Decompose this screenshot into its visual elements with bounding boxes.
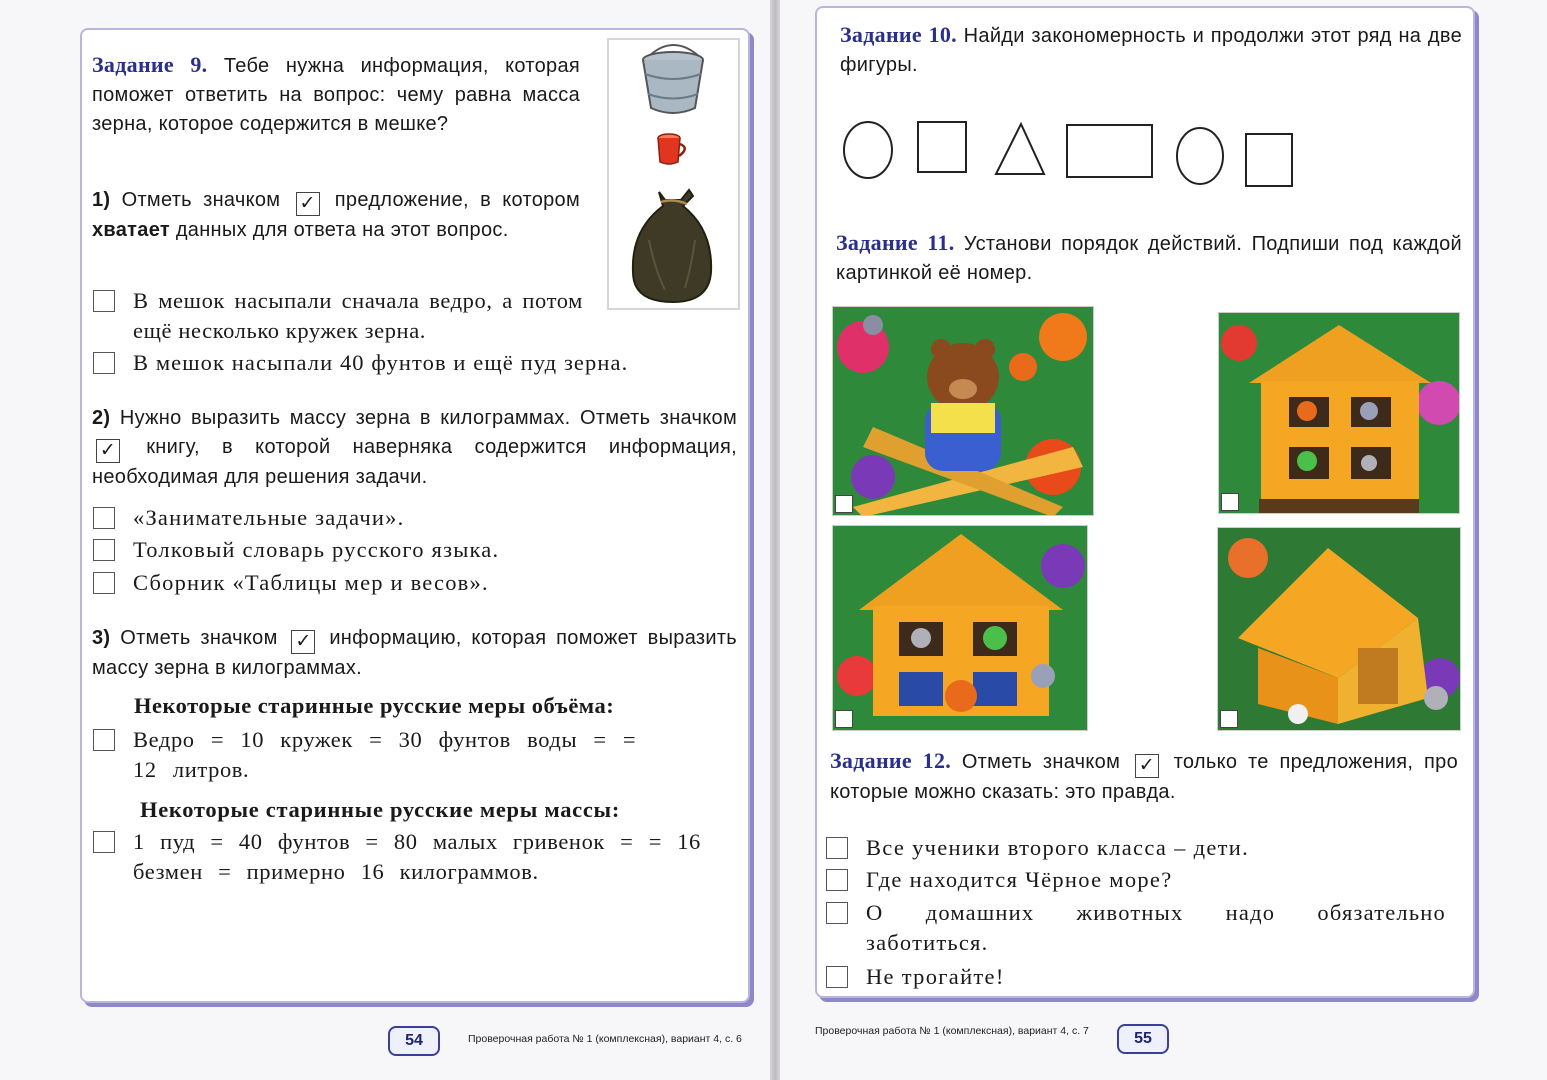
picture-number-box[interactable] xyxy=(1221,493,1239,511)
picture-number-box[interactable] xyxy=(1220,710,1238,728)
task12-option-2[interactable] xyxy=(826,865,1456,895)
rectangle-shape xyxy=(1067,125,1152,177)
task11-instruction: Установи порядок действий. Подпиши под каждой картинкой её номер. xyxy=(836,233,1462,284)
checkbox-icon[interactable] xyxy=(93,290,115,312)
square-shape-1 xyxy=(918,122,966,172)
part1-number: 1) xyxy=(92,189,111,211)
task9-part1-instruction xyxy=(92,186,580,245)
volume-measures-title: Некоторые старинные русские меры объёма: xyxy=(134,693,615,718)
task12-text-b: только те предложения, про которые можно сказать: это правда. xyxy=(830,751,1458,803)
task12-text xyxy=(830,746,1458,807)
page-number-left: 54 xyxy=(388,1026,440,1056)
checkbox-icon[interactable] xyxy=(93,729,115,751)
check-mark-icon: ✓ xyxy=(96,439,120,463)
checkbox-icon[interactable] xyxy=(826,837,848,859)
checkbox-icon[interactable] xyxy=(826,966,848,988)
footer-left: Проверочная работа № 1 (комплексная), вариант 4, с. 6 xyxy=(468,1033,742,1045)
part1-text-b: предложение, в котором xyxy=(334,189,581,211)
part2-option-2-text: Толковый словарь русского языка. xyxy=(133,537,500,562)
part1-option-1-text: В мешок насыпали сначала ведро, а потом ещё несколько кружек зерна. xyxy=(133,288,583,343)
part3-text-a: Отметь значком xyxy=(120,627,278,649)
part3-number: 3) xyxy=(92,627,111,649)
circle-shape-1 xyxy=(844,122,892,178)
shape-sequence xyxy=(838,112,1308,202)
book-spine xyxy=(770,0,780,1080)
part2-option-2[interactable] xyxy=(93,535,693,565)
task12-option-3[interactable] xyxy=(826,898,1456,958)
square-shape-2 xyxy=(1246,134,1292,186)
mass-measures-title: Некоторые старинные русские меры массы: xyxy=(140,797,621,822)
task12-heading: Задание 12. xyxy=(830,748,952,773)
part3-text-b: информацию, которая поможет выразить массу зерна в килограммах. xyxy=(92,627,738,679)
triangle-shape xyxy=(996,124,1044,174)
task9-intro xyxy=(92,50,580,139)
task12-option-1-text: Все ученики второго класса – дети. xyxy=(866,835,1250,860)
volume-measures-text: Ведро = 10 кружек = 30 фунтов воды = = 12 литров. xyxy=(133,727,637,782)
task9-illustrations xyxy=(609,40,738,308)
task9-question: Тебе нужна информация, которая поможет ответить на вопрос: чему равна масса зерна, которое содержится в мешке? xyxy=(92,55,581,135)
mass-measures-text: 1 пуд = 40 фунтов = 80 малых гривенок = = 16 безмен = примерно 16 килограммов. xyxy=(133,829,701,884)
part1-text-c: данных для ответа на этот вопрос. xyxy=(175,219,509,241)
task9-part3-instruction xyxy=(92,624,737,683)
story-picture-teremok-empty xyxy=(1217,527,1461,731)
picture-number-box[interactable] xyxy=(835,495,853,513)
task12-option-1[interactable] xyxy=(826,833,1456,863)
part2-option-3[interactable] xyxy=(93,568,693,598)
part1-option-2[interactable] xyxy=(93,348,743,378)
picture-number-box[interactable] xyxy=(835,710,853,728)
mass-measures-option[interactable] xyxy=(93,827,713,887)
task9-illustration-box xyxy=(607,38,740,310)
part2-text-a: Нужно выразить массу зерна в килограммах. Отметь значком xyxy=(119,407,738,429)
story-picture-teremok-crowded xyxy=(1218,312,1460,514)
part2-number: 2) xyxy=(92,407,111,429)
part1-option-1[interactable] xyxy=(93,286,583,346)
checkbox-icon[interactable] xyxy=(93,831,115,853)
checkbox-icon[interactable] xyxy=(93,352,115,374)
task9-heading: Задание 9. xyxy=(92,52,208,77)
task9-part2-instruction xyxy=(92,404,737,492)
volume-measures-option[interactable] xyxy=(93,725,683,785)
task12-option-4-text: Не трогайте! xyxy=(866,964,1005,989)
checkbox-icon[interactable] xyxy=(93,507,115,529)
part1-text-a: Отметь значком xyxy=(121,189,281,211)
check-mark-icon: ✓ xyxy=(296,192,320,216)
part1-text-bold: хватает xyxy=(92,219,170,241)
mug-icon xyxy=(658,134,685,164)
task10-heading: Задание 10. xyxy=(840,22,957,47)
part1-option-2-text: В мешок насыпали 40 фунтов и ещё пуд зерна. xyxy=(133,350,629,375)
part2-option-3-text: Сборник «Таблицы мер и весов». xyxy=(133,570,489,595)
grain-sack-icon xyxy=(633,190,711,302)
task10-instruction: Найди закономерность и продолжи этот ряд на две фигуры. xyxy=(840,25,1462,76)
task12-option-2-text: Где находится Чёрное море? xyxy=(866,867,1173,892)
task11-heading: Задание 11. xyxy=(836,230,955,255)
page-number-right: 55 xyxy=(1117,1024,1169,1054)
task10-text xyxy=(840,20,1462,80)
task12-text-a: Отметь значком xyxy=(961,751,1121,773)
task12-option-3-text: О домашних животных надо обязательно заботиться. xyxy=(866,900,1446,955)
circle-shape-2 xyxy=(1177,128,1223,184)
story-picture-teremok-mouse-frog xyxy=(832,525,1088,731)
footer-right: Проверочная работа № 1 (комплексная), вариант 4, с. 7 xyxy=(815,1025,1089,1037)
task11-text xyxy=(836,228,1462,288)
bucket-icon xyxy=(643,45,703,113)
checkbox-icon[interactable] xyxy=(93,539,115,561)
check-mark-icon: ✓ xyxy=(1135,754,1159,778)
story-picture-bear xyxy=(832,306,1094,516)
checkbox-icon[interactable] xyxy=(826,869,848,891)
part2-text-b: книгу, в которой наверняка содержится информация, необходимая для решения задачи. xyxy=(92,436,737,488)
task12-option-4[interactable] xyxy=(826,962,1456,992)
checkbox-icon[interactable] xyxy=(93,572,115,594)
part2-option-1-text: «Занимательные задачи». xyxy=(133,505,405,530)
check-mark-icon: ✓ xyxy=(291,630,315,654)
checkbox-icon[interactable] xyxy=(826,902,848,924)
part2-option-1[interactable] xyxy=(93,503,693,533)
